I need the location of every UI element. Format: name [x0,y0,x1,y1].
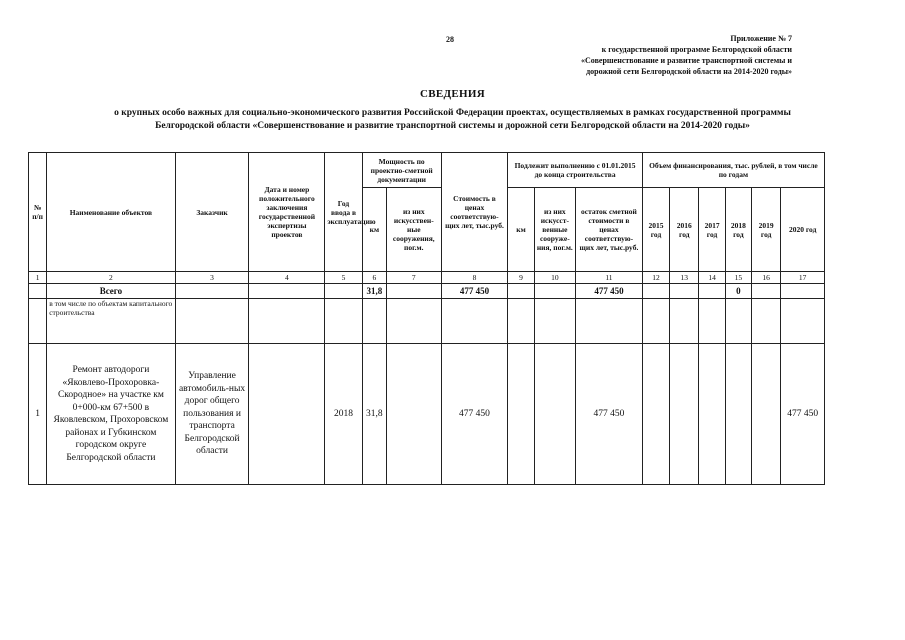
subtitle-line: о крупных особо важных для социально-экономического развития Российской Федерации проектах, осуществляемых в рамках государственной программы [114,108,791,118]
header-2018: 2018 год [725,188,751,272]
appendix-note [532,33,792,77]
appendix-line: дорожной сети Белгородской области на 2014-2020 годы» [586,67,792,76]
column-number: 5 [325,272,362,284]
column-number: 15 [725,272,751,284]
item-rem-cost: 477 450 [576,344,643,485]
column-number: 12 [642,272,669,284]
header-year: Год ввода в эксплуатацию [325,153,362,272]
subheading-row [29,299,825,344]
projects-table [28,152,825,485]
page-number: 28 [446,35,454,44]
subtitle-line: Белгородской области «Совершенствование и развитие транспортной системы и дорожной сети Белгородской области на 2014-2020 годы» [155,121,750,131]
header-name: Наименование объектов [47,153,175,272]
header-rem-km: км [508,188,534,272]
header-2017: 2017 год [699,188,725,272]
item-num: 1 [29,344,47,485]
header-expertise: Дата и номер положительного заключения государственной экспертизы проектов [249,153,325,272]
header-funding: Объем финансирования, тыс. рублей, в том числе по годам [642,153,824,188]
item-cost: 477 450 [441,344,508,485]
column-number: 17 [781,272,825,284]
header-customer: Заказчик [175,153,249,272]
item-km: 31,8 [362,344,386,485]
column-number: 3 [175,272,249,284]
item-year: 2018 [325,344,362,485]
total-row [29,284,825,299]
header-km: км [362,188,386,272]
header-2019: 2019 год [752,188,781,272]
appendix-line: «Совершенствование и развитие транспортной системы и [581,56,792,65]
total-km: 31,8 [362,284,386,299]
total-rem-cost: 477 450 [576,284,643,299]
column-number: 6 [362,272,386,284]
column-number: 2 [47,272,175,284]
document-subtitle [20,107,885,133]
appendix-line: Приложение № 7 [730,34,792,43]
header-rem-artificial: из них искусст-венные сооруже-ния, пог.м. [534,188,575,272]
column-number: 7 [386,272,441,284]
header-cost: Стоимость в ценах соответствую-щих лет, тыс.руб. [441,153,508,272]
column-number: 16 [752,272,781,284]
column-number: 9 [508,272,534,284]
appendix-line: к государственной программе Белгородской области [601,45,792,54]
column-number: 8 [441,272,508,284]
header-capacity: Мощность по проектно-сметной документации [362,153,441,188]
header-artificial: из них искусствен-ные сооружения, пог.м. [386,188,441,272]
item-2020: 477 450 [781,344,825,485]
total-cost: 477 450 [441,284,508,299]
item-name: Ремонт автодороги «Яковлево-Прохоровка-Скородное» на участке км 0+000-км 67+500 в Яковлевском, Прохоровском районах и Губкинском городском округе Белгородской области [47,344,175,485]
total-label: Всего [47,284,175,299]
column-number: 14 [699,272,725,284]
column-number: 4 [249,272,325,284]
header-2015: 2015 год [642,188,669,272]
header-remaining: Подлежит выполнению с 01.01.2015 до конца строительства [508,153,642,188]
column-number: 11 [576,272,643,284]
column-number: 13 [670,272,699,284]
document-title: СВЕДЕНИЯ [420,88,485,100]
subheading-label: в том числе по объектам капитального строительства [47,299,175,344]
table-row [29,344,825,485]
total-2018: 0 [725,284,751,299]
header-2016: 2016 год [670,188,699,272]
header-rem-cost: остаток сметной стоимости в ценах соответствую-щих лет, тыс.руб. [576,188,643,272]
column-number: 1 [29,272,47,284]
column-number: 10 [534,272,575,284]
header-num: № п/п [29,153,47,272]
item-customer: Управление автомобиль-ных дорог общего пользования и транспорта Белгородской области [175,344,249,485]
header-2020: 2020 год [781,188,825,272]
